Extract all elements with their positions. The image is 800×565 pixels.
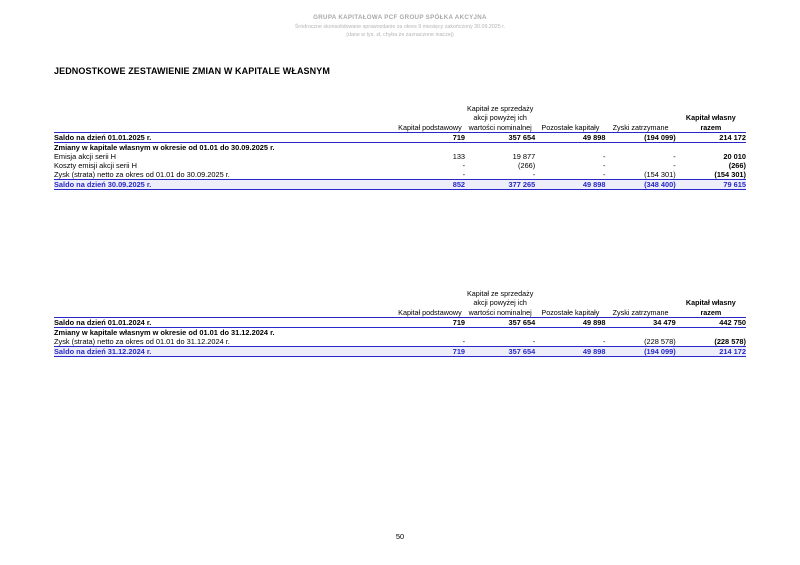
row-label: Zmiany w kapitale własnym w okresie od 01.01 do 30.09.2025 r. <box>54 143 395 153</box>
header-spacer <box>54 289 395 318</box>
row-value: 357 654 <box>465 347 535 357</box>
table-header-row <box>54 289 746 318</box>
page-number: 50 <box>395 532 405 541</box>
table-row <box>54 318 746 328</box>
column-header-kapital-ze-sprzedazy: Kapitał ze sprzedaży akcji powyżej ich wartości nominalnej <box>466 104 534 132</box>
row-value <box>465 143 535 153</box>
row-value: (154 301) <box>644 170 676 180</box>
page-header <box>0 0 800 38</box>
row-label: Zysk (strata) netto za okres od 01.01 do 30.09.2025 r. <box>54 170 230 180</box>
row-value: - <box>673 152 676 162</box>
column-header-kapital-ze-sprzedazy: Kapitał ze sprzedaży akcji powyżej ich wartości nominalnej <box>466 289 534 317</box>
row-value: 20 010 <box>723 152 746 162</box>
row-value: 133 <box>452 152 466 162</box>
row-value: - <box>673 161 676 171</box>
row-value <box>395 143 465 153</box>
row-value: 377 265 <box>465 180 535 190</box>
row-value <box>605 143 675 153</box>
column-header-kapital-wlasny-razem: Kapitał własny razem <box>685 298 736 317</box>
row-value <box>465 328 535 338</box>
row-value: - <box>462 337 466 347</box>
row-value: 49 898 <box>535 180 605 190</box>
column-header-zyski-zatrzymane: Zyski zatrzymane <box>612 122 669 132</box>
row-value: 49 898 <box>535 318 605 328</box>
row-value: (266) <box>518 161 536 171</box>
row-label: Zysk (strata) netto za okres od 01.01 do 31.12.2024 r. <box>54 337 230 347</box>
header-company-name: GRUPA KAPITAŁOWA PCF GROUP SPÓŁKA AKCYJNA <box>313 14 487 21</box>
row-value <box>395 328 465 338</box>
row-value: (194 099) <box>605 133 675 143</box>
table-row <box>54 180 746 190</box>
row-label: Saldo na dzień 30.09.2025 r. <box>54 180 395 190</box>
column-header-pozostale-kapitaly: Pozostałe kapitały <box>541 307 600 317</box>
table-row <box>54 133 746 143</box>
row-value: - <box>603 337 606 347</box>
column-header-pozostale-kapitaly: Pozostałe kapitały <box>541 122 600 132</box>
header-units-note: (dane w tys. zł, chyba że zaznaczone inaczej) <box>346 32 454 38</box>
row-value: 19 877 <box>512 152 536 162</box>
column-header-kapital-podstawowy: Kapitał podstawowy <box>398 307 462 317</box>
row-value: - <box>603 152 606 162</box>
page-title: JEDNOSTKOWE ZESTAWIENIE ZMIAN W KAPITALE WŁASNYM <box>54 66 330 76</box>
row-value <box>535 328 605 338</box>
row-value: - <box>462 161 466 171</box>
table-row <box>54 152 746 161</box>
row-value: 852 <box>395 180 465 190</box>
row-value <box>535 143 605 153</box>
row-value: (266) <box>728 161 746 171</box>
table-row <box>54 337 746 347</box>
row-value: (228 578) <box>644 337 676 347</box>
row-value: (154 301) <box>714 170 746 180</box>
row-value: (348 400) <box>605 180 675 190</box>
row-value: 79 615 <box>676 180 746 190</box>
row-value: 719 <box>395 347 465 357</box>
row-value: - <box>462 170 466 180</box>
row-value: - <box>603 170 606 180</box>
row-value: - <box>603 161 606 171</box>
row-value: 214 172 <box>676 347 746 357</box>
row-label: Koszty emisji akcji serii H <box>54 161 137 171</box>
table-row <box>54 170 746 180</box>
row-value: (228 578) <box>714 337 746 347</box>
table-row <box>54 347 746 357</box>
header-spacer <box>54 104 395 133</box>
row-label: Zmiany w kapitale własnym w okresie od 01.01 do 31.12.2024 r. <box>54 328 395 338</box>
row-value: - <box>532 170 536 180</box>
column-header-kapital-wlasny-razem: Kapitał własny razem <box>685 113 736 132</box>
row-value: 357 654 <box>465 133 535 143</box>
row-label: Emisja akcji serii H <box>54 152 117 162</box>
row-value <box>605 328 675 338</box>
table-row <box>54 328 746 338</box>
row-value: (194 099) <box>605 347 675 357</box>
row-value: 49 898 <box>535 347 605 357</box>
row-label: Saldo na dzień 01.01.2025 r. <box>54 133 395 143</box>
header-subtitle: Śródroczne skonsolidowane sprawozdanie za okres 9 miesięcy zakończony 30.09.2025 r. <box>294 24 506 30</box>
table-header-row <box>54 104 746 133</box>
equity-changes-table-2025 <box>54 104 746 190</box>
row-value: - <box>532 337 536 347</box>
table-row <box>54 161 746 170</box>
column-header-zyski-zatrzymane: Zyski zatrzymane <box>612 307 669 317</box>
row-value: 34 479 <box>605 318 675 328</box>
row-value: 719 <box>395 133 465 143</box>
row-value: 49 898 <box>535 133 605 143</box>
row-label: Saldo na dzień 31.12.2024 r. <box>54 347 395 357</box>
row-value: 357 654 <box>465 318 535 328</box>
row-value <box>676 143 746 153</box>
row-value: 214 172 <box>676 133 746 143</box>
table-row <box>54 143 746 153</box>
equity-changes-table-2024 <box>54 289 746 357</box>
row-value <box>676 328 746 338</box>
column-header-kapital-podstawowy: Kapitał podstawowy <box>398 122 462 132</box>
row-label: Saldo na dzień 01.01.2024 r. <box>54 318 395 328</box>
row-value: 442 750 <box>676 318 746 328</box>
row-value: 719 <box>395 318 465 328</box>
